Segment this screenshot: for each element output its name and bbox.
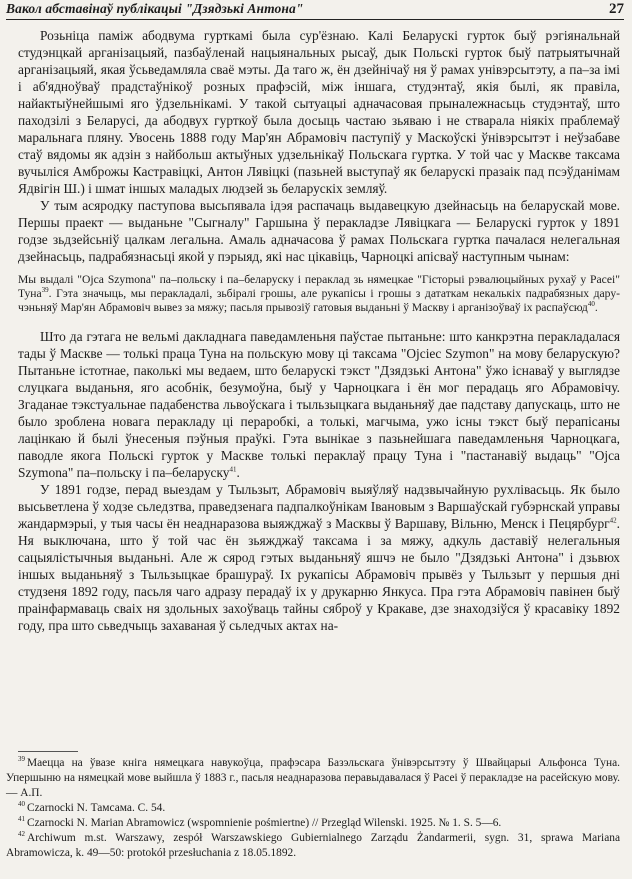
paragraph-4-cont: . Ня выключана, што ў той час ён зьяжджаў таксама і за мяжу, адкуль даставіў нелегальныя сацыялістычныя выданьні. Але ж сярод гэтых выданьняў яшчэ не было "Дзядзькі Антона" і дзьвюх іншых выданьняў з Тыльзыцкае брашураў. Іх рукапісы Абрамовіч прывёз у Тыльзыт у першыя дні студзеня 1892 году, пасьля чаго адразу перадаў іх у друкарню Янкуса. Пра гэта Абрамовіч павінен быў праінфармаваць сваіх ня здольных захоўваць тайны сяброў у Кракаве, дзе знаходзіўся ў красавіку 1892 году, пра што сьведчыць захаваная ў сьледчых актах на- [18, 515, 620, 633]
header-rule [6, 19, 624, 20]
block-quote [18, 273, 620, 316]
quote-text-end: . [594, 301, 598, 315]
footnote-num: 41 [18, 815, 25, 824]
paragraph-1: Розьніца паміж абодвума гурткамі была сур'ёзнаю. Калі Беларускі гурток быў рэгіянальнай студэнцкай арганізацыяй, пазбаўленай нацыянальных рысаў, дык Польскі гурток быў патрыятычнай арганізацыяй, якая ўсьведамляла сваё мэты. Да таго ж, ён дзейнічаў ня ў рамах унівэрсытэту, а па–за імі і аб'ядноўваў прадстаўнікоў розных прафэсій, між іншага, студэнтаў, якія былі, як правіла, найактыўнейшымі яго ўдзельнікамі. У такой сытуацыі адначасовая прыналежнасьць студэнтаў, што паходзілі з Беларусі, да абодвух гурткоў была досыць частаю зьяваю і не стварала ніякіх праблемаў маральнага пляну. Увосень 1888 году Мар'ян Абрамовіч паступіў у Маскоўскі ўнівэрсытэт і неўзабаве стаў вядомы як адзін з найбольш актыўных удзельнікаў Польскага гуртка. У той час у Маскве таксама вучыліся Амброжы Кастравіцкі, Антон Лявіцкі (пазьней выступаў як беларускі празаік пад псэўданімам Ядвігін Ш.) і шмат іншых маладых людзей зь беларускіх земляў. [18, 28, 620, 196]
footnote-text: Archiwum m.st. Warszawy, zespół Warszawskiego Gubiernialnego Zarządu Żandarmerii, sygn. 31, sprawa Mariana Abramowicza, k. 49—50: protokół przesłuchania z 18.05.1892. [6, 832, 620, 859]
paragraph-3-text: Што да гэтага не вельмі дакладнага паведамленьня паўстае пытаньне: што канкрэтна перакладалася тады ў Маскве — толькі праца Туна на польскую мову ці таксама "Ojciec Szymon" на мову беларускую? Пытаньне істотнае, паколькі мы ведаем, што беларускі тэкст "Дзядзькі Антона" ўжо існаваў у выглядзе слуцкага выданьня, яго асобнік, безумоўна, быў у Чарноцкага і ён мог перадаць яго Абрамовічу. Згаданае тэкстуальнае падабенства львоўскага і тыльзыцкага выданьняў дае падставу дапускаць, што не было зроблена новага перакладу ці пераробкі, а толькі, магчыма, ужо існы тэкст быў перапісаны лацінкаю й былі ўнесеныя пэўныя праўкі. Гэта вынікае з пазьнейшага паведамленьня Чарноцкага, паводле якога Польскі гурток у Маскве толькі пераклаў працу Туна і "пастанавіў выдаць" "Ojca Szymona" па–польску і па–беларуску [18, 328, 620, 480]
running-title: Вакол абставінаў публікацыі "Дзядзькі Антона" [6, 1, 304, 16]
main-text [18, 27, 620, 634]
paragraph-4 [18, 481, 620, 634]
footnote-ref-41: 41 [229, 465, 237, 474]
footnote-40 [6, 801, 620, 816]
footnote-ref-42: 42 [609, 516, 617, 525]
paragraph-4-text: У 1891 годзе, перад выездам у Тыльзыт, Абрамовіч выяўляў надзвычайную рухлівасьць. Як было высьветлена ў ходзе сьледзтва, праведзенага падпалкоўнікам Івановым з Варшаўскай губэрнскай управы жандармэрыі, у тыя часы ён неаднаразова выяжджаў з Масквы ў Варшаву, Вільню, Менск і Пецярбург [18, 481, 620, 531]
footnote-text: Czarnocki N. Тамсама. С. 54. [27, 802, 166, 814]
footnote-num: 40 [18, 800, 25, 809]
footnote-text: Маецца на ўвазе кніга нямецкага навукоўца, прафэсара Базэльскага ўнівэрсытэту ў Швайцарыі Альфонса Туна. Упершыню на нямецкай мове выйшла ў 1883 г., пасьля неаднаразова перавыдавалася ў Расеі ў перакладзе на расейскую мову. — А.П. [6, 757, 620, 799]
page-number: 27 [609, 0, 624, 17]
footnote-ref-39: 39 [41, 286, 49, 295]
footnote-num: 42 [18, 830, 25, 839]
footnote-rule [18, 751, 78, 752]
quote-text-cont: . Гэта значыць, мы перакладалі, зьбіралі грошы, але рукапісы і грошы з дататкам некалькіх падрабязных даручэньняў Мар'ян Абрамовіч вывез за мяжу; пасьля прывозіў гатовыя выданьні ў Маскву і арганізоўваў іх распаўсюд [18, 287, 620, 315]
quote-text: Мы выдалі "Ojca Szymona" па–польску і па–беларуску і пераклад зь нямецкае "Гісторыі рэвалюцыйных рухаў у Расеі" Туна [18, 273, 620, 301]
footnotes [6, 756, 620, 861]
footnote-42 [6, 831, 620, 861]
paragraph-3-end: . [236, 464, 240, 480]
footnote-num: 39 [18, 755, 25, 764]
paragraph-3 [18, 328, 620, 481]
footnote-39 [6, 756, 620, 801]
running-header [6, 0, 624, 18]
footnote-41 [6, 816, 620, 831]
footnote-text: Czarnocki N. Marian Abramowicz (wspomnienie pośmiertne) // Przegląd Wilenski. 1925. № 1. S. 5—6. [27, 817, 502, 829]
paragraph-2: У тым асяродку паступова высьпявала ідэя распачаць выдавецкую дзейнасьць на беларускай мове. Першы праект — выданьне "Сыгналу" Гаршына ў перакладзе Лявіцкага — Беларускі гурток у 1891 годзе зьдзейсьніў цалкам легальна. Амаль адначасова ў рамах Польскага гуртка пачалася нелегальная дзейнасьць, падрабязнасьці якой у пэрыяд, які нас цікавіць, Чарноцкі апісваў наступным чынам: [18, 198, 620, 264]
footnote-ref-40: 40 [587, 300, 595, 309]
